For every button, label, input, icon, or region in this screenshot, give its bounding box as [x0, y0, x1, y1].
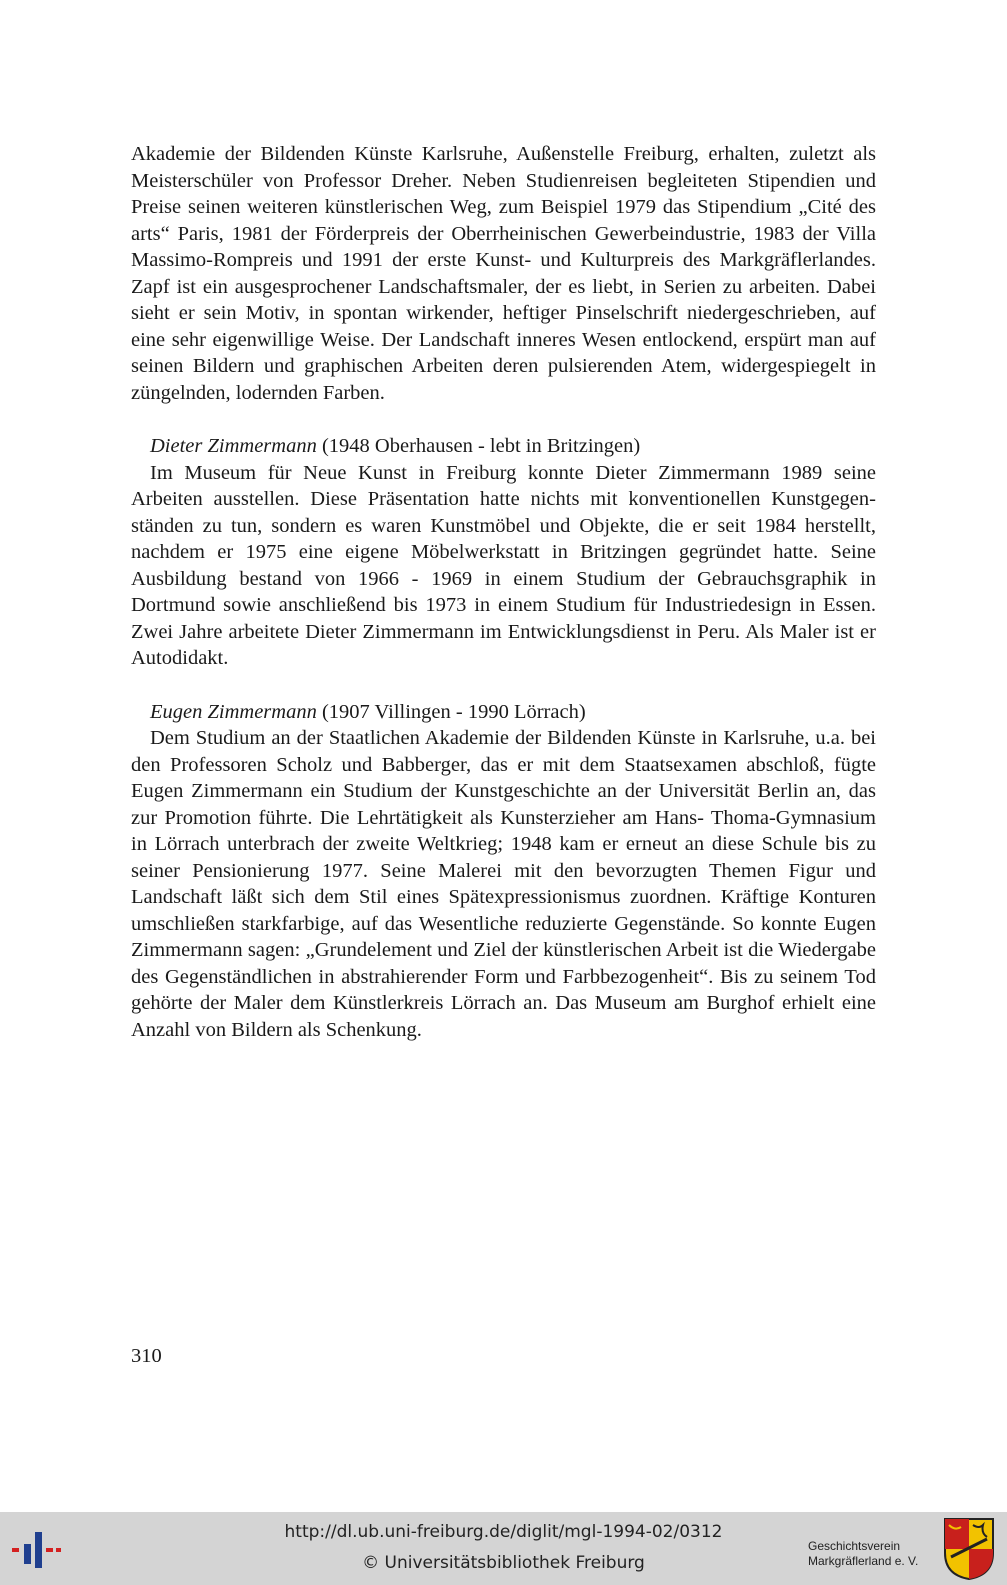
- paragraph-eugen-zimmermann-heading: [131, 699, 876, 726]
- artist-name: Dieter Zimmermann: [150, 435, 317, 457]
- body-text: [131, 141, 876, 1043]
- paragraph-eugen-zimmermann: [131, 725, 876, 1043]
- coat-of-arms-icon: [943, 1517, 995, 1581]
- paragraph-text: Akademie der Bildenden Künste Karlsruhe, Außenstelle Freiburg, erhalten, zuletzt als Meisterschüler von Professor Dreher. Neben Studienreisen begleiteten Stipendien und Preise seinen weiteren künstlerischen Weg, zum Beispiel 1979 das Stipendium „Cité des arts“ Paris, 1981 der Förderpreis der Oberrheinischen Gewerbeindustrie, 1983 der Villa Massimo-Rompreis und 1991 der erste Kunst- und Kulturpreis des Markgräflerlandes. Zapf ist ein ausgesprochener Landschaftsmaler, der es liebt, in Serien zu arbeiten. Dabei sieht er sein Motiv, in spontan wirkender, heftiger Pinselschrift niedergeschrieben, auf eine sehr eigenwillige Weise. Der Landschaft inneres Wesen entlockend, erspürt man auf seinen Bildern und graphischen Arbeiten deren pulsierenden Atem, widergespiegelt in züngelnden, lodernden Farben.: [131, 143, 876, 404]
- page-number: 310: [131, 1345, 162, 1367]
- artist-dates: (1907 Villingen - 1990 Lörrach): [316, 700, 586, 723]
- paragraph-dieter-zimmermann: [131, 460, 876, 672]
- society-name-line1: Geschichtsverein: [808, 1539, 901, 1553]
- artist-name: Eugen Zimmermann: [150, 700, 317, 723]
- society-name: [808, 1539, 918, 1569]
- paragraph-text: Im Museum für Neue Kunst in Freiburg konnte Dieter Zimmermann 1989 seine Arbeiten ausstellen. Diese Präsentation hatte nichts mit konventionellen Kunstgegenständen zu tun, sondern es waren Kunstmöbel und Objekte, die er seit 1984 herstellt, nachdem er 1975 eine eigene Möbelwerkstatt in Britzingen gegründet hatte. Seine Ausbildung bestand von 1966 - 1969 in einem Studium der Gebrauchsgraphik in Dortmund sowie anschließend bis 1973 in einem Studium für Industriedesign in Essen. Zwei Jahre arbeitete Dieter Zimmermann im Entwicklungsdienst in Peru. Als Maler ist er Autodidakt.: [131, 461, 876, 669]
- artist-dates: (1948 Oberhausen - lebt in Britzingen): [316, 435, 641, 457]
- footer-bar: [0, 1512, 1007, 1585]
- paragraph-intro: [131, 141, 876, 406]
- paragraph-dieter-zimmermann-heading: [131, 433, 876, 460]
- paragraph-text: Dem Studium an der Staatlichen Akademie der Bildenden Künste in Karlsruhe, u.a. bei den Professoren Scholz und Babberger, das er mit dem Staatsexamen abschloß, fügte Eugen Zimmermann ein Studium der Kunstgeschichte an der Universität Berlin an, das zur Promotion führte. Die Lehrtätigkeit als Kunsterzieher am Hans- Thoma-Gymnasium in Lörrach unterbrach der zweite Weltkrieg; 1948 kam er erneut an diese Schule bis zu seiner Pensionierung 1977. Seine Malerei mit den bevorzugten Themen Figur und Landschaft läßt sich dem Stil eines Spätexpressionismus zuordnen. Kräftige Konturen umschließen starkfarbige, auf das Wesentliche reduzierte Gegenstände. So konnte Eugen Zimmermann sagen: „Grundelement und Ziel der künstlerischen Arbeit ist die Wiedergabe des Gegenständlichen in abstrahierender Form und Farbbezogenheit“. Bis zu seinem Tod gehörte der Maler dem Künstlerkreis Lörrach an. Das Museum am Burghof erhielt eine Anzahl von Bildern als Schenkung.: [131, 727, 876, 1041]
- copyright-text: © Universitätsbibliothek Freiburg: [362, 1553, 645, 1573]
- society-name-line2: Markgräflerland e. V.: [808, 1554, 919, 1568]
- document-url-link[interactable]: http://dl.ub.uni-freiburg.de/diglit/mgl-1994-02/0312: [284, 1522, 723, 1542]
